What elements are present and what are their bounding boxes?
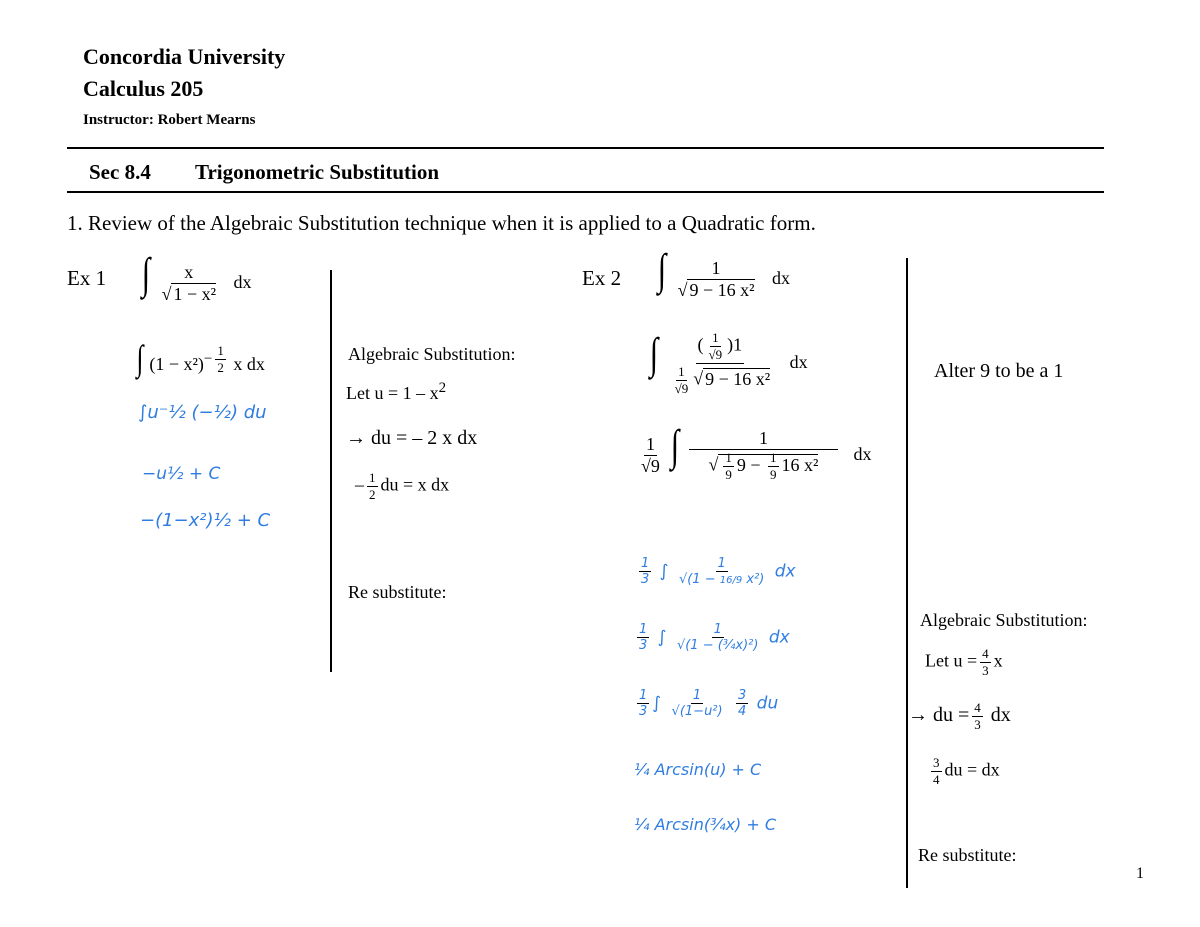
course-name: Calculus 205 [83, 76, 204, 101]
ex2-let: Let u = $\frac{4}{3}$ x [925, 646, 1003, 678]
ex2-integral: ∫ $\frac{1}{\text{√ 9 − 16 x²}}$ dx [657, 245, 791, 301]
bottom-rule [67, 191, 1104, 193]
ex2-resub: Re substitute: [918, 845, 1017, 865]
ex2-step3: $\frac{1}{√9}$ ∫ 1 √ $\frac{1}{9}$ 9 − $\frac{1}{9}$ 16 x² dx [641, 421, 872, 483]
ex2-label: Ex 2 [582, 266, 622, 290]
ex1-integral: ∫ $\frac{x}{\text{√ 1 − x²}}$ dx [141, 249, 252, 305]
university-name: Concordia University [83, 44, 286, 69]
ex2-step2: ∫ ( $\frac{1}{√9}$ )1 $\frac{1}{√9}$ √ 9 − 16 x² dx [649, 328, 808, 396]
ex1-sub-title: Algebraic Substitution: [348, 344, 516, 364]
ex2-du: → du = $\frac{4}{3}$ dx [908, 700, 1011, 732]
ex2-handwritten-3: $\frac{1}{3}$ ∫ $\frac{1}{\text{√(1−u²)}}$ $\frac{3}{4}$ du [639, 688, 779, 719]
ex1-handwritten-2: −u½ + C [142, 464, 221, 484]
section-number: Sec 8.4 [89, 160, 151, 184]
ex1-rewrite: ∫ $(1 - x^2)^{- \frac{1}{2}}$ x dx [136, 338, 265, 378]
ex2-handwritten-5: ¼ Arcsin(¾x) + C [634, 815, 777, 834]
ex1-let: Let $u = 1 - x^2$ [346, 380, 447, 403]
ex1-du: → du = – 2 x dx [346, 427, 478, 449]
instructor-name: Instructor: Robert Mearns [83, 112, 256, 128]
ex2-handwritten-2: $\frac{1}{3}$ ∫ $\frac{1}{\text{√(1 − (¾x)²)}}$ dx [639, 622, 790, 653]
ex1-handwritten-3: −(1−x²)½ + C [140, 510, 271, 531]
top-rule [67, 147, 1104, 149]
ex2-note: Alter 9 to be a 1 [934, 360, 1064, 382]
ex2-tq: $\frac{3}{4}$ du = dx [933, 755, 1000, 787]
ex1-half: – $\frac{1}{2}$ du = x dx [355, 470, 450, 502]
section-title: Trigonometric Substitution [195, 160, 440, 184]
ex2-divider [906, 258, 908, 888]
page-number: 1 [1136, 865, 1144, 882]
ex1-handwritten-1: ∫u⁻½ (−½) du [138, 402, 267, 423]
review-item: 1. Review of the Algebraic Substitution technique when it is applied to a Quadratic form. [67, 211, 816, 235]
ex1-divider [330, 270, 332, 672]
ex2-sub-title: Algebraic Substitution: [920, 610, 1088, 630]
ex2-handwritten-4: ¼ Arcsin(u) + C [634, 760, 762, 779]
ex1-resub: Re substitute: [348, 582, 447, 602]
ex2-handwritten-1: $\frac{1}{3}$ ∫ $\frac{1}{\text{√(1 − 16/9 x²)}}$ dx [641, 556, 796, 587]
ex1-label: Ex 1 [67, 266, 107, 290]
